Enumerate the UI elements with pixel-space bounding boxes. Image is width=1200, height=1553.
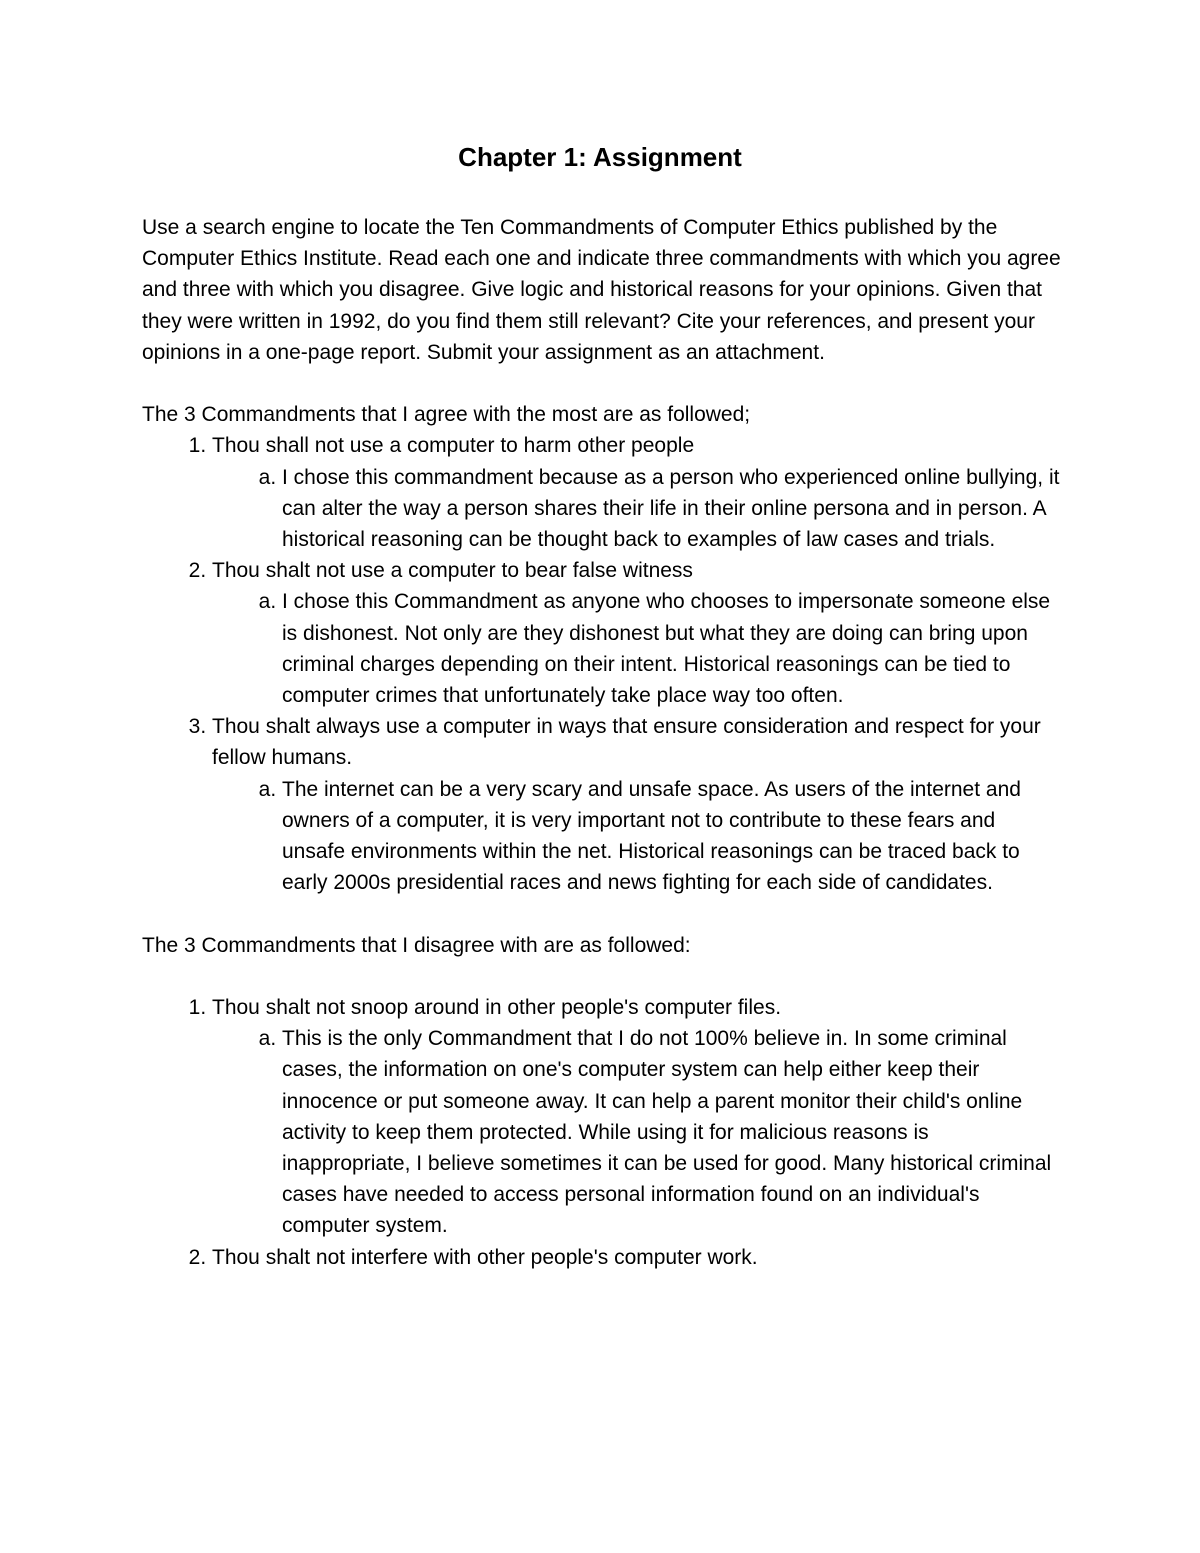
disagree-list [142, 992, 1062, 1273]
agree-item [212, 430, 1062, 555]
agree-heading: The 3 Commandments that I agree with the most are as followed; [142, 403, 751, 427]
commandment-text: Thou shalt not use a computer to bear false witness [212, 559, 693, 583]
paragraph-spacer [142, 898, 1062, 929]
reason-item: a. This is the only Commandment that I do not 100% believe in. In some criminal cases, the information on one's computer system can help either keep their innocence or put someone away. It can help a parent monitor their child's online activity to keep them protected. While using it for malicious reasons is inappropriate, I believe sometimes it can be used for good. Many historical criminal cases have needed to access personal information found on an individual's computer system. [282, 1023, 1062, 1241]
agree-reason-list [212, 774, 1062, 899]
disagree-item [212, 992, 1062, 1242]
reason-item: a. The internet can be a very scary and unsafe space. As users of the internet and owners of a computer, it is very important not to contribute to these fears and unsafe environments within the net. Historical reasonings can be traced back to early 2000s presidential races and news fighting for each side of candidates. [282, 774, 1062, 899]
agree-item [212, 711, 1062, 898]
document-title: Chapter 1: Assignment [458, 142, 742, 172]
reason-item: a. I chose this Commandment as anyone who chooses to impersonate someone else is dishonest. Not only are they dishonest but what they are doing can bring upon criminal charges depending on their intent. Historical reasonings can be tied to computer crimes that unfortunately take place way too often. [282, 586, 1062, 711]
paragraph-spacer [142, 368, 1062, 399]
disagree-item [212, 1242, 1062, 1273]
agree-list [142, 430, 1062, 898]
agree-reason-list [212, 586, 1062, 711]
agree-reason-list [212, 462, 1062, 556]
disagree-reason-list [212, 1023, 1062, 1241]
commandment-text: Thou shalt not interfere with other people's computer work. [212, 1245, 758, 1269]
disagree-heading: The 3 Commandments that I disagree with are as followed: [142, 933, 691, 957]
agree-item [212, 555, 1062, 711]
document-body [142, 212, 1062, 1273]
commandment-text: Thou shall not use a computer to harm other people [212, 434, 695, 458]
commandment-text: Thou shalt not snoop around in other people's computer files. [212, 996, 782, 1020]
commandment-text: Thou shalt always use a computer in ways that ensure consideration and respect for your fellow humans. [212, 715, 1041, 770]
paragraph-spacer [142, 961, 1062, 992]
reason-item: a. I chose this commandment because as a person who experienced online bullying, it can alter the way a person shares their life in their online persona and in person. A historical reasoning can be thought back to examples of law cases and trials. [282, 462, 1062, 556]
assignment-prompt: Use a search engine to locate the Ten Commandments of Computer Ethics published by the Computer Ethics Institute. Read each one and indicate three commandments with which you agree and three with which you disagree. Give logic and historical reasons for your opinions. Given that they were written in 1992, do you find them still relevant? Cite your references, and present your opinions in a one-page report. Submit your assignment as an attachment. [142, 216, 1061, 364]
